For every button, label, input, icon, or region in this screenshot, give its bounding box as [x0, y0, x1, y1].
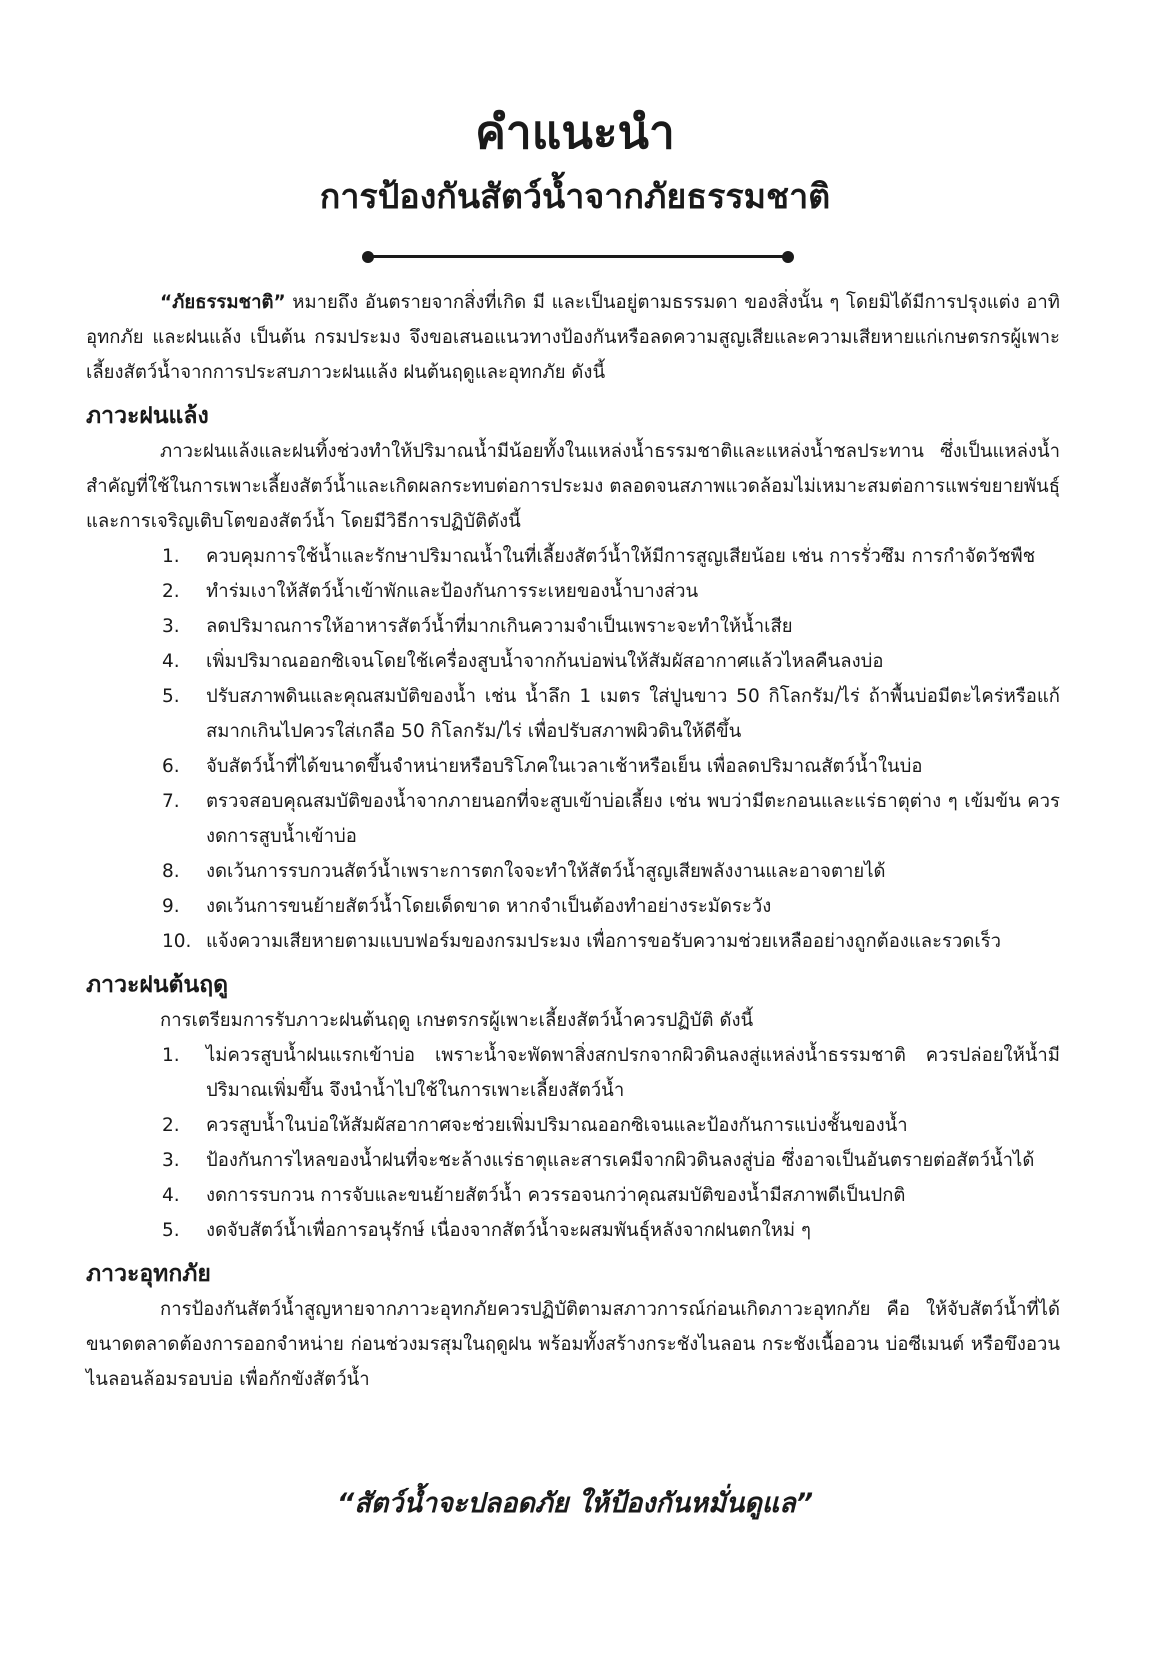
list-item-text: จับสัตว์น้ำที่ได้ขนาดขึ้นจำหน่ายหรือบริโภคในเวลาเช้าหรือเย็น เพื่อลดปริมาณสัตว์น้ำในบ่อ	[206, 756, 923, 777]
list-item-number: 8.	[162, 861, 180, 882]
list-item-text: ควบคุมการใช้น้ำและรักษาปริมาณน้ำในที่เลี้ยงสัตว์น้ำให้มีการสูญเสียน้อย เช่น การรั่วซึม การกำจัดวัชพืช	[206, 546, 1036, 567]
list-item	[86, 784, 1060, 854]
list-item	[86, 1213, 1060, 1248]
list-item-text: งดเว้นการขนย้ายสัตว์น้ำโดยเด็ดขาด หากจำเป็นต้องทำอย่างระมัดระวัง	[206, 896, 772, 917]
section-heading-early-rain: ภาวะฝนต้นฤดู	[86, 972, 229, 998]
list-item-text: ตรวจสอบคุณสมบัติของน้ำจากภายนอกที่จะสูบเข้าบ่อเลี้ยง เช่น พบว่ามีตะกอนและแร่ธาตุต่าง ๆ เข้มข้น ควรงดการสูบน้ำเข้าบ่อ	[206, 791, 1060, 847]
list-item	[86, 1143, 1060, 1178]
list-item-number: 10.	[162, 931, 192, 952]
list-item-number: 5.	[162, 686, 180, 707]
list-item-text: ป้องกันการไหลของน้ำฝนที่จะชะล้างแร่ธาตุและสารเคมีจากผิวดินลงสู่บ่อ ซึ่งอาจเป็นอันตรายต่อสัตว์น้ำได้	[206, 1150, 1035, 1171]
divider-line	[368, 255, 788, 258]
list-item	[86, 749, 1060, 784]
list-item-number: 4.	[162, 651, 180, 672]
list-item	[86, 924, 1060, 959]
list-item-text: ควรสูบน้ำในบ่อให้สัมผัสอากาศจะช่วยเพิ่มปริมาณออกซิเจนและป้องกันการแบ่งชั้นของน้ำ	[206, 1115, 908, 1136]
list-item-text: งดเว้นการรบกวนสัตว์น้ำเพราะการตกใจจะทำให้สัตว์น้ำสูญเสียพลังงานและอาจตายได้	[206, 861, 886, 882]
list-item-number: 2.	[162, 1115, 180, 1136]
title-divider	[362, 250, 794, 264]
list-item-text: แจ้งความเสียหายตามแบบฟอร์มของกรมประมง เพื่อการขอรับความช่วยเหลืออย่างถูกต้องและรวดเร็ว	[206, 931, 1002, 952]
divider-dot-left	[362, 251, 374, 263]
intro-text: หมายถึง อันตรายจากสิ่งที่เกิด มี และเป็นอยู่ตามธรรมดา ของสิ่งนั้น ๆ โดยมิได้มีการปรุงแต่ง อาทิ อุทกภัย และฝนแล้ง เป็นต้น กรมประมง จึงขอเสนอแนวทางป้องกันหรือลดความสูญเสียและความเสียหายแก่เกษตรกรผู้เพาะเลี้ยงสัตว์น้ำจากการประสบภาวะฝนแล้ง ฝนต้นฤดูและอุทกภัย ดังนี้	[86, 292, 1060, 383]
list-item	[86, 574, 1060, 609]
list-item-text: ทำร่มเงาให้สัตว์น้ำเข้าพักและป้องกันการระเหยของน้ำบางส่วน	[206, 581, 699, 602]
section-heading-drought: ภาวะฝนแล้ง	[86, 403, 209, 429]
list-item	[86, 889, 1060, 924]
list-item-number: 7.	[162, 791, 180, 812]
list-item-text: เพิ่มปริมาณออกซิเจนโดยใช้เครื่องสูบน้ำจากก้นบ่อพ่นให้สัมผัสอากาศแล้วไหลคืนลงบ่อ	[206, 651, 884, 672]
early-rain-list	[86, 1038, 1060, 1248]
list-item	[86, 1108, 1060, 1143]
list-item-number: 9.	[162, 896, 180, 917]
list-item-number: 3.	[162, 616, 180, 637]
drought-intro: ภาวะฝนแล้งและฝนทิ้งช่วงทำให้ปริมาณน้ำมีน้อยทั้งในแหล่งน้ำธรรมชาติและแหล่งน้ำชลประทาน ซึ่งเป็นแหล่งน้ำสำคัญที่ใช้ในการเพาะเลี้ยงสัตว์น้ำและเกิดผลกระทบต่อการประมง ตลอดจนสภาพแวดล้อมไม่เหมาะสมต่อการแพร่ขยายพันธุ์และการเจริญเติบโตของสัตว์น้ำ โดยมีวิธีการปฏิบัติดังนี้	[86, 441, 1060, 532]
list-item-number: 4.	[162, 1185, 180, 1206]
list-item-text: ลดปริมาณการให้อาหารสัตว์น้ำที่มากเกินความจำเป็นเพราะจะทำให้น้ำเสีย	[206, 616, 793, 637]
list-item-number: 2.	[162, 581, 180, 602]
page-title: คำแนะนำ	[475, 105, 675, 159]
list-item-text: ปรับสภาพดินและคุณสมบัติของน้ำ เช่น น้ำลึก 1 เมตร ใส่ปูนขาว 50 กิโลกรัม/ไร่ ถ้าพื้นบ่อมีตะไคร่หรือแก้สมากเกินไปควรใส่เกลือ 50 กิโลกรัม/ไร่ เพื่อปรับสภาพผิวดินให้ดีขึ้น	[206, 686, 1060, 742]
list-item-text: งดจับสัตว์น้ำเพื่อการอนุรักษ์ เนื่องจากสัตว์น้ำจะผสมพันธุ์หลังจากฝนตกใหม่ ๆ	[206, 1220, 811, 1241]
list-item	[86, 539, 1060, 574]
list-item	[86, 679, 1060, 749]
early-rain-intro: การเตรียมการรับภาวะฝนต้นฤดู เกษตรกรผู้เพาะเลี้ยงสัตว์น้ำควรปฏิบัติ ดังนี้	[160, 1010, 754, 1031]
list-item	[86, 1038, 1060, 1108]
drought-list	[86, 539, 1060, 959]
list-item-number: 6.	[162, 756, 180, 777]
list-item	[86, 609, 1060, 644]
list-item-number: 5.	[162, 1220, 180, 1241]
list-item-number: 3.	[162, 1150, 180, 1171]
list-item-number: 1.	[162, 1045, 180, 1066]
page-subtitle: การป้องกันสัตว์น้ำจากภัยธรรมชาติ	[319, 177, 831, 217]
list-item-text: งดการรบกวน การจับและขนย้ายสัตว์น้ำ ควรรอจนกว่าคุณสมบัติของน้ำมีสภาพดีเป็นปกติ	[206, 1185, 906, 1206]
list-item	[86, 1178, 1060, 1213]
closing-slogan: “สัตว์น้ำจะปลอดภัย ให้ป้องกันหมั่นดูแล”	[336, 1488, 814, 1519]
list-item-text: ไม่ควรสูบน้ำฝนแรกเข้าบ่อ เพราะน้ำจะพัดพาสิ่งสกปรกจากผิวดินลงสู่แหล่งน้ำธรรมชาติ ควรปล่อยให้น้ำมีปริมาณเพิ่มขึ้น จึงนำน้ำไปใช้ในการเพาะเลี้ยงสัตว์น้ำ	[206, 1045, 1060, 1101]
list-item	[86, 644, 1060, 679]
list-item-number: 1.	[162, 546, 180, 567]
document-body	[86, 285, 1060, 1397]
flood-paragraph: การป้องกันสัตว์น้ำสูญหายจากภาวะอุทกภัยควรปฏิบัติตามสภาวการณ์ก่อนเกิดภาวะอุทกภัย คือ ให้จับสัตว์น้ำที่ได้ขนาดตลาดต้องการออกจำหน่าย ก่อนช่วงมรสุมในฤดูฝน พร้อมทั้งสร้างกระชังไนลอน กระชังเนื้ออวน บ่อซีเมนต์ หรือขึงอวนไนลอนล้อมรอบบ่อ เพื่อกักขังสัตว์น้ำ	[86, 1299, 1060, 1390]
list-item	[86, 854, 1060, 889]
section-heading-flood: ภาวะอุทกภัย	[86, 1261, 211, 1287]
intro-term: “ภัยธรรมชาติ”	[160, 292, 286, 313]
intro-paragraph	[86, 285, 1060, 390]
divider-dot-right	[782, 251, 794, 263]
